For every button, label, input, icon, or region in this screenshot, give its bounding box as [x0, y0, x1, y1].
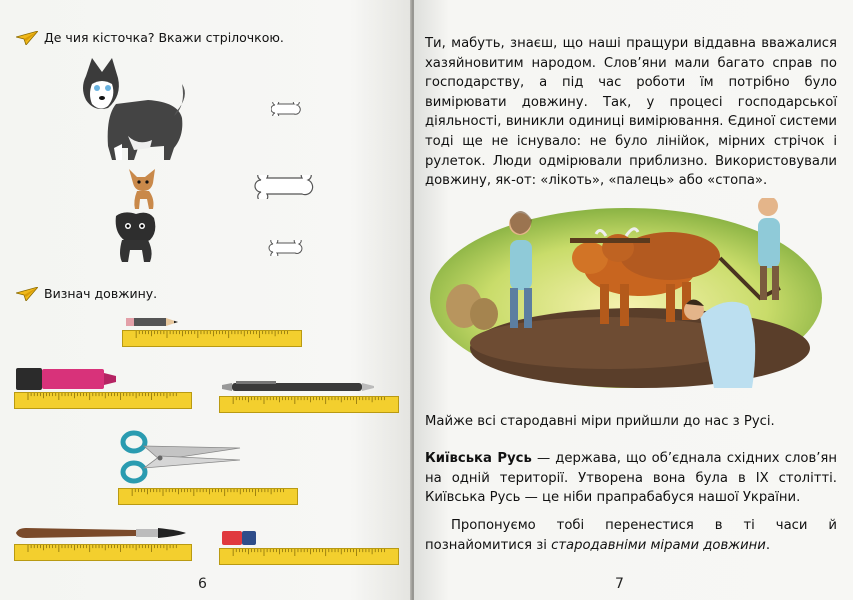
rus-origin-sentence: Майже всі стародавні міри прийшли до нас з Русі.	[425, 414, 775, 429]
ancient-farming-illustration	[430, 198, 822, 398]
invitation-text-start: Пропонуємо тобі перенестися в ті часи й познайомитися зі	[425, 518, 837, 553]
scissors-image	[120, 430, 242, 486]
paper-plane-icon	[16, 31, 38, 45]
large-bone-image	[253, 175, 316, 199]
marker-image	[16, 366, 120, 392]
page-number-right: 7	[615, 576, 624, 592]
task-heading-bones	[16, 30, 284, 45]
invitation-text-italic: стародавніми мірами довжини	[551, 537, 766, 553]
intro-paragraph: Ти, мабуть, знаєш, що наші пращури віддавна вважалися хазяйновитим народом. Слов’яни мали багато справ по господарству, а під час роботи їм потрібно було вимірювати довжину. Так, у процесі господарської діяльності, виникли одиниці вимірювання. Єдиної системи тоді ще не існувало: не було лінійок, мірних стрічок і рулеток. Люди одмірювали приблизно. Використовували довжину, як-от: «лікоть», «палець» або «стопа».	[425, 36, 837, 189]
left-page	[0, 0, 412, 600]
ruler-marker	[14, 392, 192, 409]
invitation-text-end: .	[765, 537, 771, 553]
ruler-paintbrush	[14, 544, 192, 561]
small-bone-image	[271, 102, 301, 116]
ruler-pen	[219, 396, 399, 413]
chihuahua-dog-image	[125, 165, 161, 211]
pug-dog-image	[110, 210, 162, 264]
paper-plane-icon	[16, 287, 38, 301]
invitation-paragraph	[425, 516, 837, 555]
ruler-pencil	[122, 330, 302, 347]
task-text-length: Визнач довжину.	[44, 286, 158, 301]
pencil-image	[124, 316, 180, 328]
husky-dog-image	[78, 56, 190, 164]
kyivan-rus-paragraph	[425, 449, 837, 508]
eraser-image	[222, 530, 258, 546]
ruler-eraser	[219, 548, 399, 565]
medium-bone-image	[268, 240, 304, 256]
ruler-scissors	[118, 488, 298, 505]
pen-image	[222, 380, 380, 394]
kyivan-rus-definition: — держава, що об’єднала східних слов’ян на одній території. Утворена вона була в IX столітті. Київська Русь — це ніби прапрабабуся нашої України.	[425, 451, 837, 506]
page-number-left: 6	[198, 576, 207, 592]
task-text-bones: Де чия кісточка? Вкажи стрілочкою.	[44, 30, 284, 45]
paintbrush-image	[16, 524, 186, 542]
task-heading-length	[16, 286, 157, 301]
kyivan-rus-term: Київська Русь	[425, 451, 532, 466]
